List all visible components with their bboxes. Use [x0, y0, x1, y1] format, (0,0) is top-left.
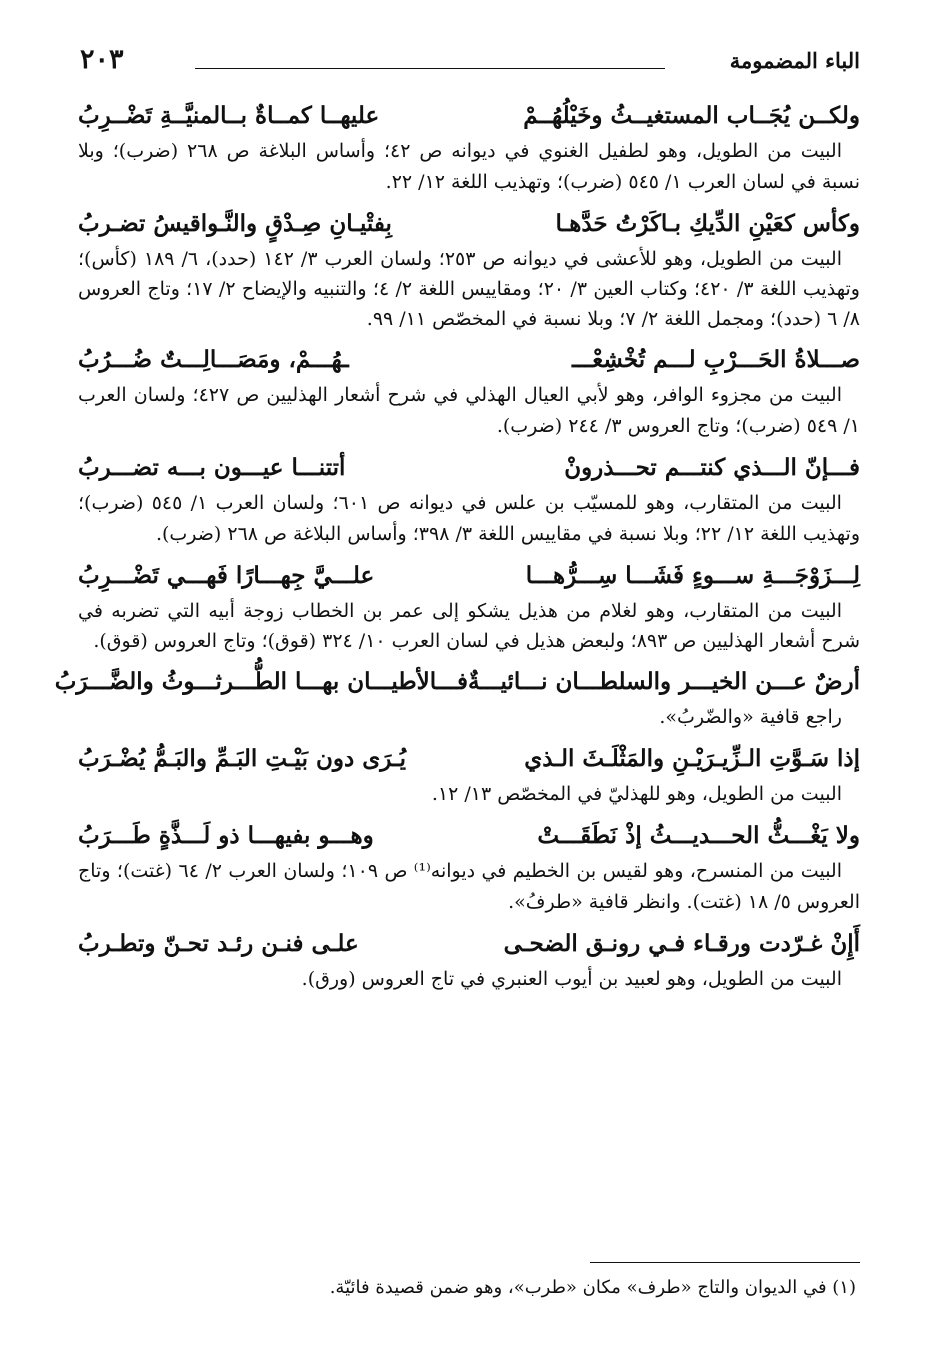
verse-left-hemistich: فـــالأطيـــان بهـــا الطُّـــرثـــوثُ والضَّـــرَبُ — [54, 668, 468, 695]
verse-line — [78, 924, 860, 964]
verse-source-note: البيت من الطويل، وهو للهذليّ في المخصّص ١٣/ ١٢. — [431, 783, 842, 805]
verse-right-hemistich: إذا سَـوَّتِ الـزِّيـرَيْـنِ والمَثْلَـثَ الـذي — [524, 745, 860, 772]
header-rule — [195, 68, 665, 69]
verse-entry-3 — [78, 340, 860, 442]
verse-right-hemistich: لِـــزَوْجَـــةِ ســـوءٍ فَشَـــا سِـــرُّهـــا — [525, 562, 860, 589]
verse-entry-4 — [78, 448, 860, 550]
verse-entry-1 — [78, 96, 860, 198]
verse-left-hemistich: بِفتْيـانِ صِـدْقٍ والنَّـواقيسُ تضـربُ — [78, 210, 392, 237]
verse-line — [78, 556, 860, 596]
verse-entry-6 — [54, 662, 860, 733]
verse-source-note: البيت من المنسرح، وهو لقيس بن الخطيم في ديوانه⁽¹⁾ ص ١٠٩؛ ولسان العرب ٢/ ٦٤ (غتت)؛ وتاج العروس ٥/ ١٨ (غتت). وانظر قافية «طرفُ». — [78, 860, 860, 913]
verse-right-hemistich: وكأس كعَيْنِ الدِّيكِ بـاكَرْتُ حَدَّهـا — [555, 210, 860, 237]
verse-source-note: البيت من الطويل، وهو للأعشى في ديوانه ص ٢٥٣؛ ولسان العرب ٣/ ١٤٢ (حدد)، ٦/ ١٨٩ (كأس)؛ وتهذيب اللغة ٣/ ٤٢٠؛ وكتاب العين ٣/ ٢٠؛ ومقاييس اللغة ٢/ ٤؛ والتنبيه والإيضاح ٢/ ١٧؛ وتاج العروس ٨/ ٦ (حدد)؛ ومجمل اللغة ٢/ ٧؛ وبلا نسبة في المخصّص ١١/ ٩٩. — [78, 248, 860, 330]
verse-line — [78, 816, 860, 856]
verse-right-hemistich: ولكــن يُجَــاب المستغيــثُ وخَيْلُهُــمْ — [523, 102, 860, 129]
verse-source-note: البيت من الطويل، وهو لطفيل الغنوي في ديوانه ص ٤٢؛ وأساس البلاغة ص ٢٦٨ (ضرب)؛ وبلا نسبة في لسان العرب ١/ ٥٤٥ (ضرب)؛ وتهذيب اللغة ١٢/ ٢٢. — [78, 140, 860, 193]
verse-line — [54, 662, 860, 702]
verse-left-hemistich: ـهُـــمْ، ومَصَـــالِـــتٌ ضُـــرُبُ — [78, 346, 349, 373]
verse-right-hemistich: ولا يَغْـــثُّ الحـــديـــثُ إذْ نَطَقَـــتْ — [537, 822, 860, 849]
page-number: ٢٠٣ — [80, 44, 124, 75]
verse-source-note: البيت من مجزوء الوافر، وهو لأبي العيال الهذلي في شرح أشعار الهذليين ص ٤٢٧؛ ولسان العرب ١/ ٥٤٩ (ضرب)؛ وتاج العروس ٣/ ٢٤٤ (ضرب). — [78, 384, 860, 437]
verse-left-hemistich: يُـرَى دون بَيْـتِ البَـمِّ والبَـمُّ يُضْـرَبُ — [78, 745, 407, 772]
verse-right-hemistich: أرضٌ عـــن الخيـــر والسلطـــان نـــائيـــةٌ — [468, 668, 860, 695]
verse-line — [78, 204, 860, 244]
verse-source-note: البيت من المتقارب، وهو للمسيّب بن علس في ديوانه ص ٦٠١؛ ولسان العرب ١/ ٥٤٥ (ضرب)؛ وتهذيب اللغة ١٢/ ٢٢؛ وبلا نسبة في مقاييس اللغة ٣/ ٣٩٨؛ وأساس البلاغة ص ٢٦٨ (ضرب). — [78, 492, 860, 545]
footnote-1: (١) في الديوان والتاج «طرف» مكان «طرب»، وهو ضمن قصيدة فائيّة. — [329, 1277, 856, 1298]
verse-line — [78, 448, 860, 488]
verse-entry-8 — [78, 816, 860, 918]
footnote-rule — [590, 1262, 860, 1263]
verse-line — [78, 340, 860, 380]
verse-left-hemistich: علـى فنـن رئـد تحـنّ وتطـربُ — [78, 930, 359, 957]
verse-left-hemistich: علـــيَّ جِهـــارًا فَهـــي تَضْـــرِبُ — [78, 562, 375, 589]
section-title: الباء المضمومة — [729, 48, 860, 73]
verse-left-hemistich: أتتنـــا عيـــون بـــه تضـــربُ — [78, 454, 346, 481]
verse-entry-7 — [78, 739, 860, 810]
page-body — [54, 96, 860, 1001]
verse-line — [78, 96, 860, 136]
verse-entry-9 — [78, 924, 860, 995]
verse-source-note: البيت من المتقارب، وهو لغلام من هذيل يشكو إلى عمر بن الخطاب زوجة أبيه التي تضربه في شرح أشعار الهذليين ص ٨٩٣؛ ولبعض هذيل في لسان العرب ١٠/ ٣٢٤ (قوق)؛ وتاج العروس (قوق). — [78, 600, 860, 652]
verse-right-hemistich: أَإِنْ غـرّدت ورقـاء فـي رونـق الضحـى — [503, 930, 860, 957]
verse-right-hemistich: فـــإنّ الـــذي كنتـــم تحـــذرونْ — [564, 454, 860, 481]
verse-left-hemistich: عليهــا كمــاةٌ بــالمنيَّــةِ تَضْــرِبُ — [78, 102, 380, 129]
verse-right-hemistich: صـــلاةُ الحَـــرْبِ لـــم تُخْشِعْـــ — [572, 346, 860, 373]
verse-entry-2 — [78, 204, 860, 334]
page-header — [80, 44, 860, 80]
footnotes-section — [80, 1262, 860, 1303]
verse-source-note: راجع قافية «والضّربُ». — [659, 706, 842, 728]
verse-left-hemistich: وهـــو بفيهـــا ذو لَـــذَّةٍ طَـــرَبُ — [78, 822, 374, 849]
verse-source-note: البيت من الطويل، وهو لعبيد بن أيوب العنبري في تاج العروس (ورق). — [301, 968, 842, 990]
verse-line — [78, 739, 860, 779]
verse-entry-5 — [78, 556, 860, 656]
